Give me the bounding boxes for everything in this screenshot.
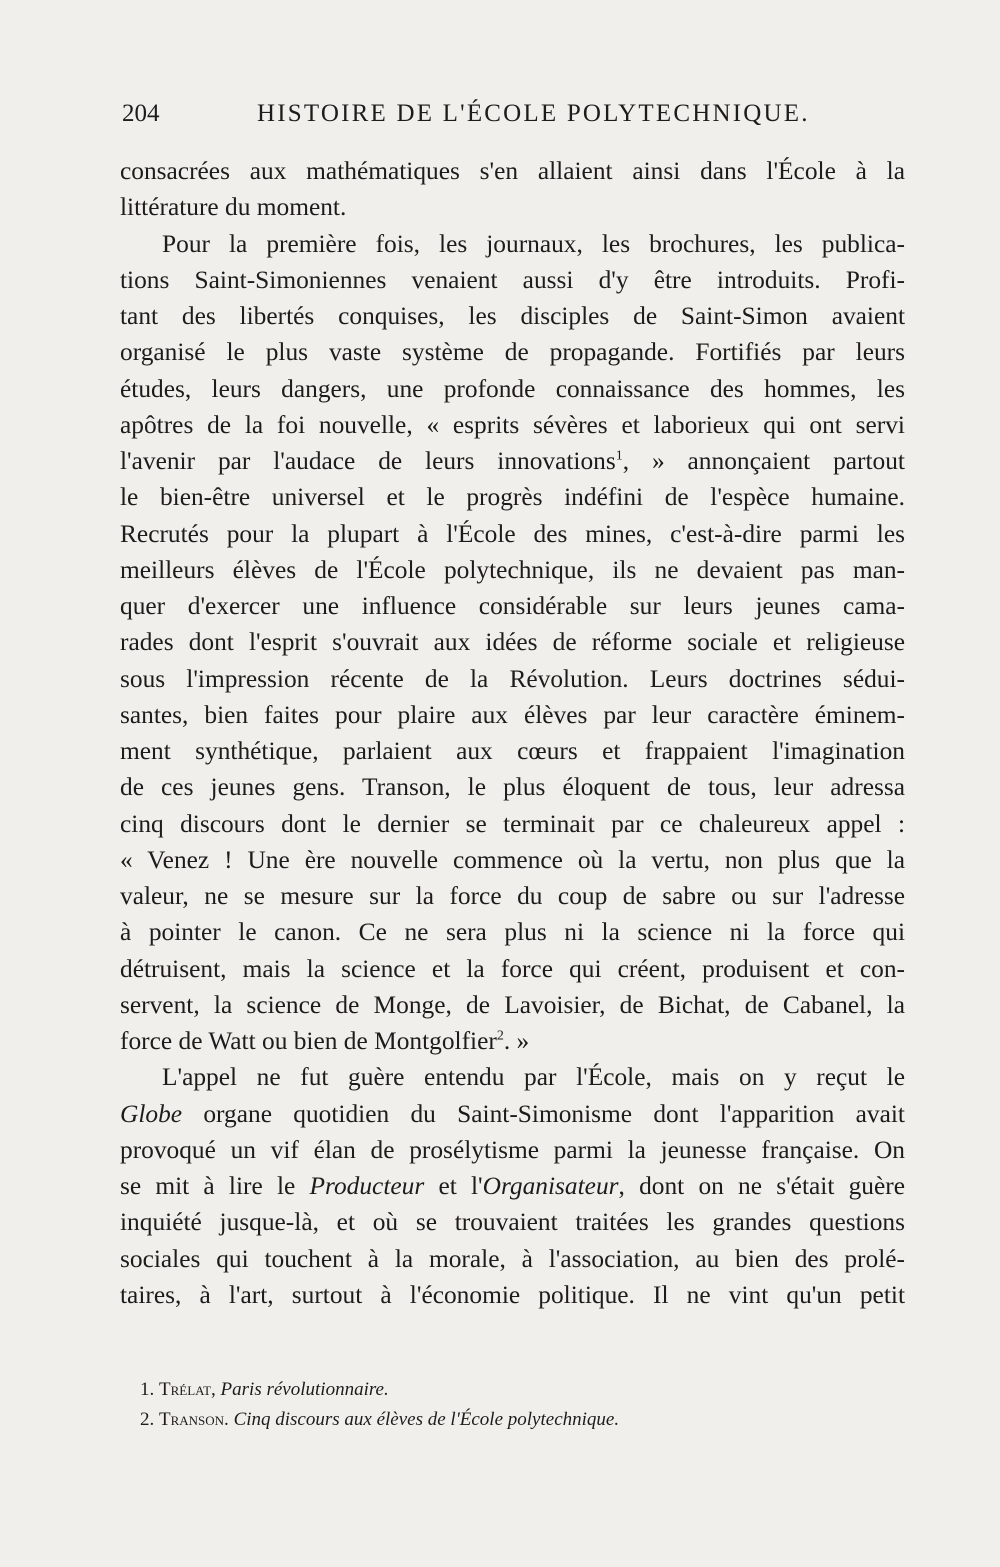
italic-title: Organisateur [482, 1172, 619, 1200]
text-segment: et l' [438, 1172, 483, 1200]
footnote-number: 1. [140, 1379, 155, 1400]
text-line: à pointer le canon. Ce ne sera plus ni la science ni la force qui [120, 918, 905, 947]
italic-title: Producteur [309, 1172, 425, 1200]
running-header [122, 100, 810, 140]
text-line: ment synthétique, parlaient aux cœurs et frappaient l'imagination [120, 737, 905, 765]
text-line: littérature du moment. [120, 193, 347, 222]
text-line: études, leurs dangers, une profonde connaissance des hommes, les [120, 374, 905, 403]
footnotes [140, 1375, 840, 1435]
footnote-ref: 2 [496, 1028, 504, 1044]
paragraph-start-line: Pour la première fois, les journaux, les brochures, les publica- [162, 229, 905, 258]
text-line [120, 1023, 905, 1059]
text-line [120, 443, 905, 479]
text-line: cinq discours dont le dernier se terminait par ce chaleureux appel : [120, 809, 905, 838]
text-line: de ces jeunes gens. Transon, le plus éloquent de tous, leur adressa [120, 773, 905, 802]
text-line: consacrées aux mathématiques s'en allaient ainsi dans l'École à la [120, 157, 905, 185]
text-segment: force de Watt ou bien de Montgolfier [120, 1027, 497, 1055]
text-segment: organe quotidien du Saint-Simonisme dont l'apparition avait [203, 1099, 905, 1128]
footnote-title: Paris révolutionnaire. [220, 1379, 389, 1400]
text-line [120, 1096, 905, 1132]
footnote-ref: 1 [615, 448, 623, 464]
text-line: quer d'exercer une influence considérable sur leurs jeunes cama- [120, 592, 905, 620]
text-segment: , dont on ne s'était guère [618, 1172, 905, 1200]
footnote-title: Cinq discours aux élèves de l'École polytechnique. [233, 1409, 620, 1430]
text-segment: l'avenir par l'audace de leurs innovations [120, 447, 616, 475]
text-segment: se mit à lire le [120, 1172, 296, 1200]
text-line: meilleurs élèves de l'École polytechnique, ils ne devaient pas man- [120, 555, 905, 584]
text-line: « Venez ! Une ère nouvelle commence où la vertu, non plus que la [120, 845, 905, 874]
text-line: tant des libertés conquises, les disciples de Saint-Simon avaient [120, 302, 905, 330]
text-line: sous l'impression récente de la Révolution. Leurs doctrines sédui- [120, 664, 905, 693]
text-line: taires, à l'art, surtout à l'économie politique. Il ne vint qu'un petit [120, 1280, 905, 1309]
text-line: provoqué un vif élan de prosélytisme parmi la jeunesse française. On [120, 1135, 905, 1164]
text-line: valeur, ne se mesure sur la force du coup de sabre ou sur l'adresse [120, 882, 905, 910]
text-line: le bien-être universel et le progrès indéfini de l'espèce humaine. [120, 483, 905, 512]
body-text [120, 153, 905, 1313]
footnote [140, 1405, 840, 1435]
page-number: 204 [122, 100, 160, 127]
text-line: sociales qui touchent à la morale, à l'association, au bien des prolé- [120, 1244, 905, 1273]
text-segment: , » annonçaient partout [622, 447, 905, 475]
footnote [140, 1375, 840, 1405]
text-line [120, 1168, 905, 1204]
text-line: détruisent, mais la science et la force qui créent, produisent et con- [120, 954, 905, 983]
text-segment: . » [503, 1027, 530, 1055]
footnote-number: 2. [140, 1409, 155, 1430]
text-line: organisé le plus vaste système de propagande. Fortifiés par leurs [120, 338, 905, 367]
text-line: tions Saint-Simoniennes venaient aussi d'y être introduits. Profi- [120, 265, 905, 294]
footnote-author: Trélat, [159, 1379, 216, 1400]
text-line: Recrutés pour la plupart à l'École des mines, c'est-à-dire parmi les [120, 519, 905, 548]
text-line: rades dont l'esprit s'ouvrait aux idées de réforme sociale et religieuse [120, 628, 905, 657]
running-title: HISTOIRE DE L'ÉCOLE POLYTECHNIQUE. [257, 100, 810, 127]
text-line: santes, bien faites pour plaire aux élèves par leur caractère éminem- [120, 700, 905, 729]
footnote-author: Transon. [159, 1409, 229, 1430]
text-line: servent, la science de Monge, de Lavoisier, de Bichat, de Cabanel, la [120, 990, 905, 1019]
text-line: apôtres de la foi nouvelle, « esprits sévères et laborieux qui ont servi [120, 410, 905, 439]
paragraph-start-line: L'appel ne fut guère entendu par l'École, mais on y reçut le [162, 1063, 905, 1092]
text-line: inquiété jusque-là, et où se trouvaient traitées les grandes questions [120, 1208, 905, 1237]
italic-title: Globe [120, 1099, 183, 1128]
